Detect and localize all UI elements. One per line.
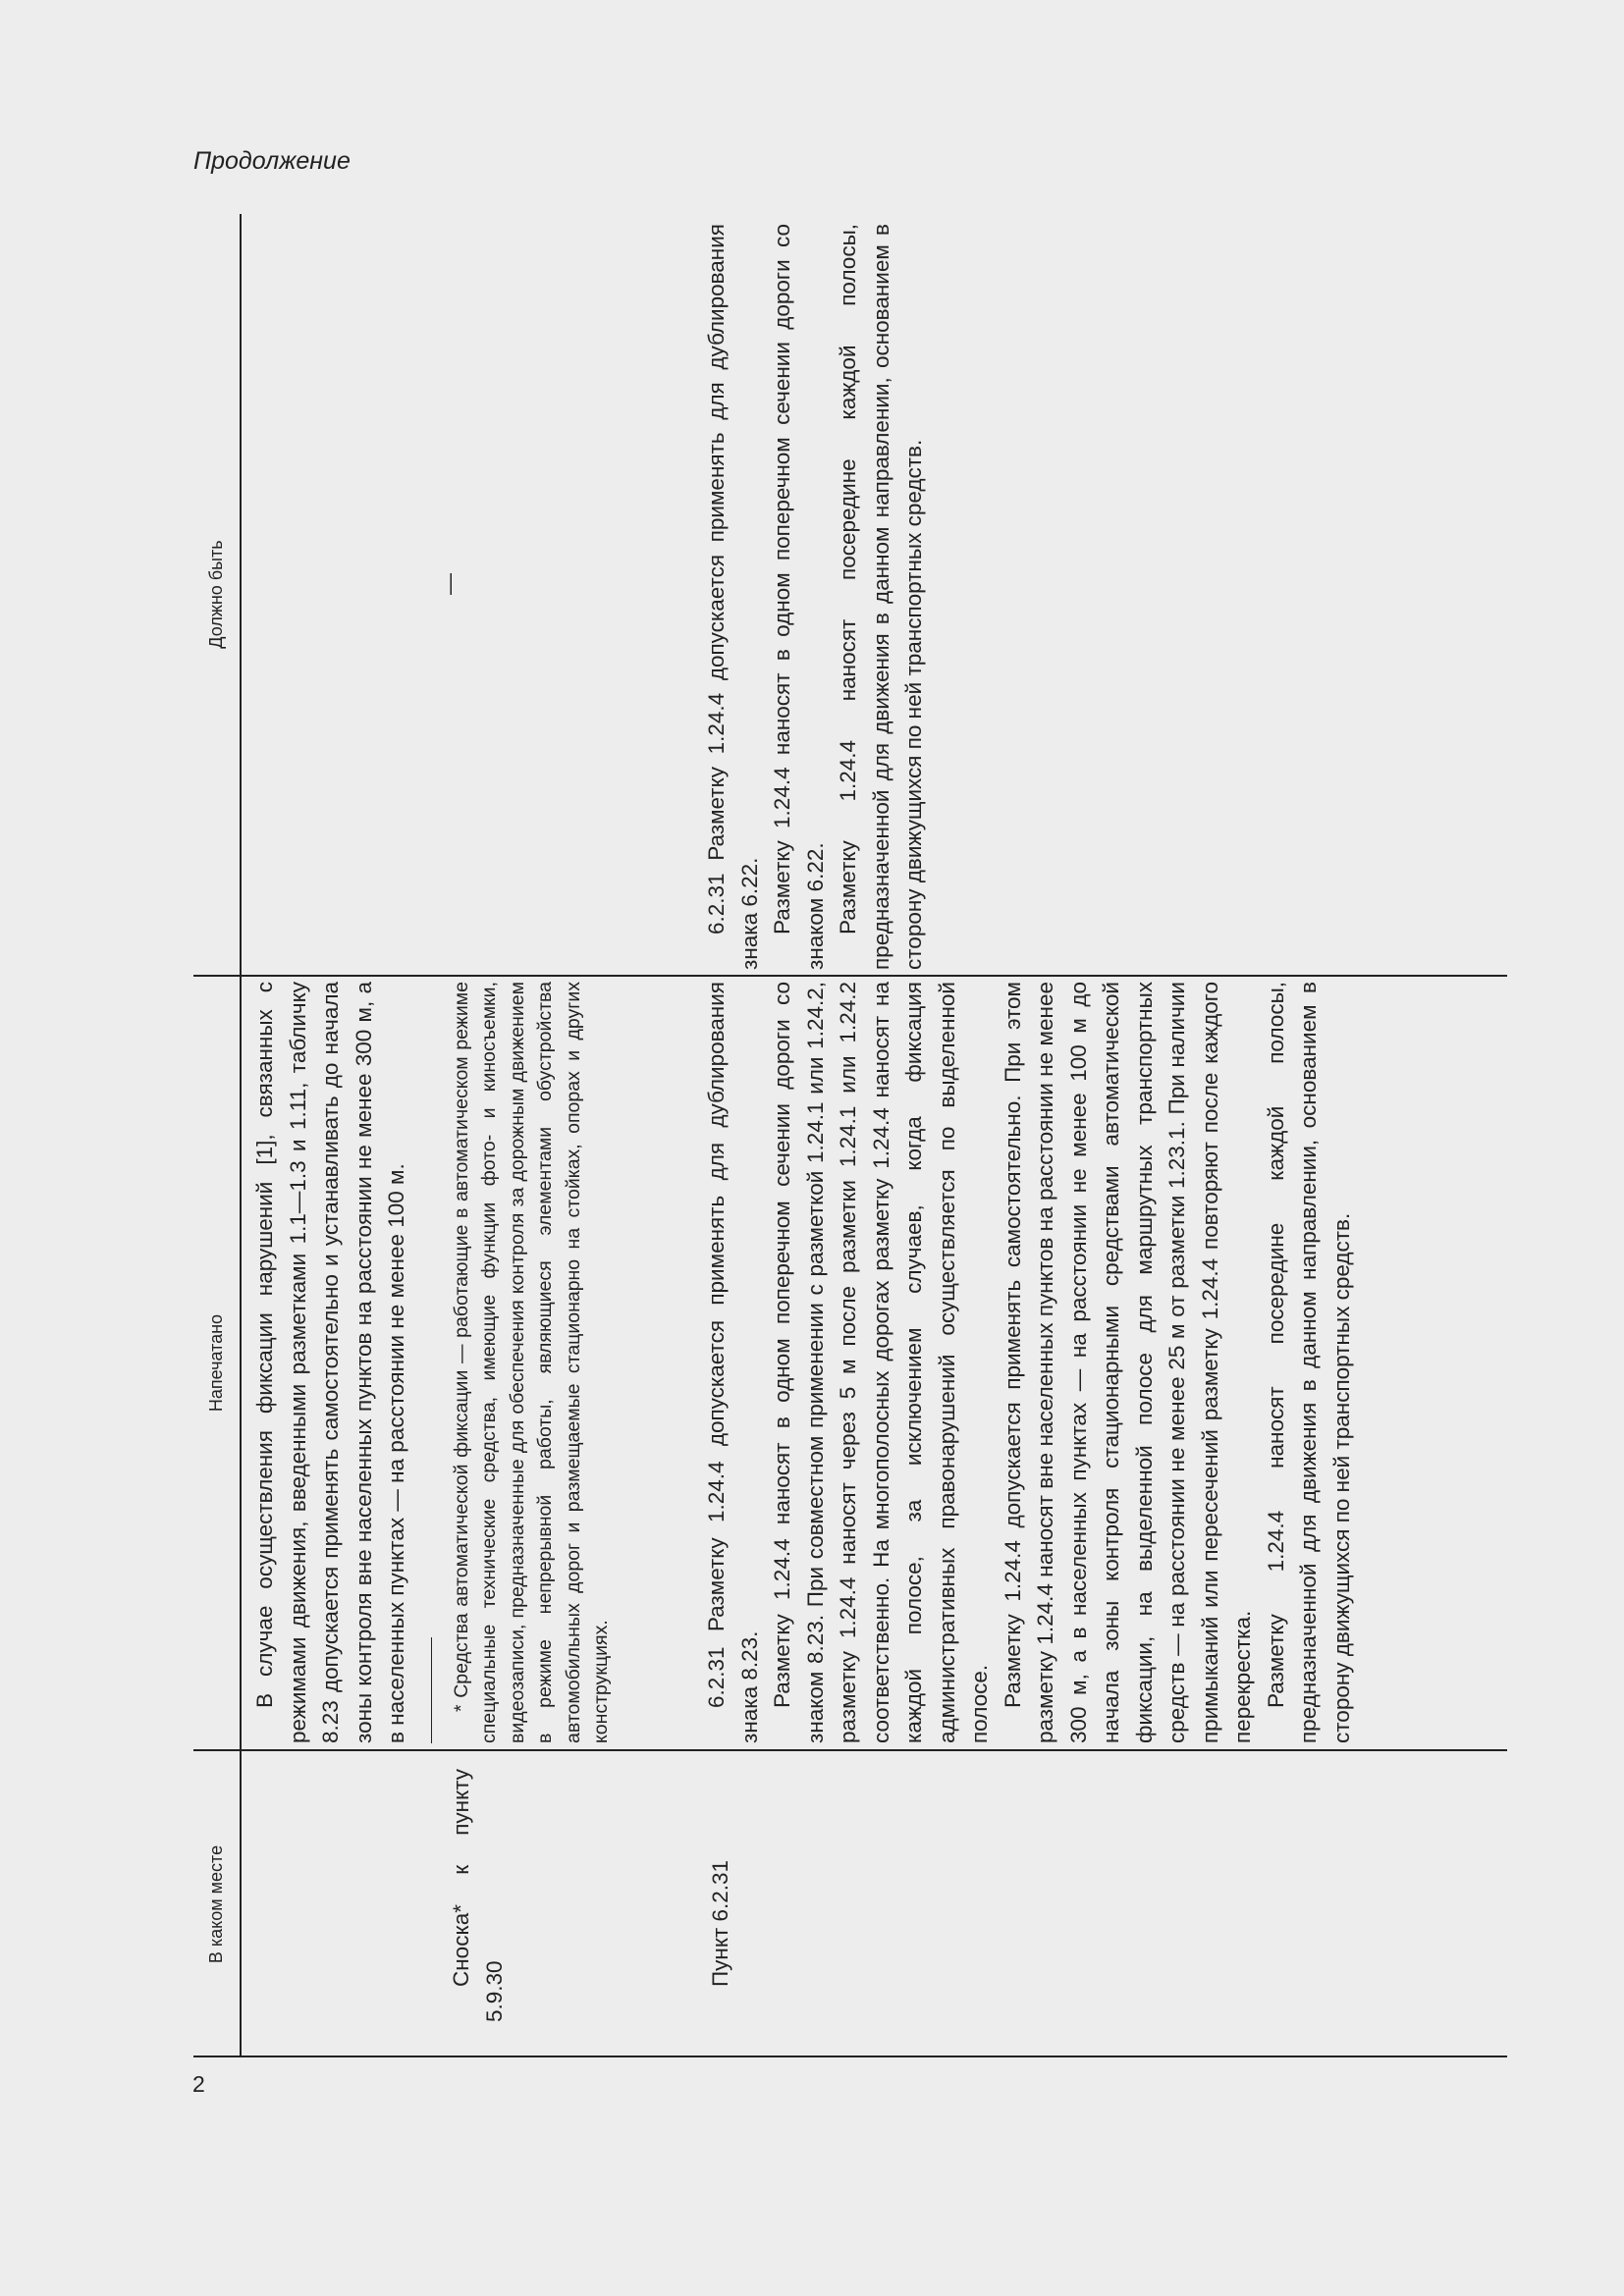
table-rule-left <box>193 2056 1507 2057</box>
rotated-correction-table <box>193 214 1507 2057</box>
row1-footnote-text: * Средства автоматической фиксации — работающие в автоматическом режиме специальные технические средства, имеющие функции фото- и киносъемки, видеозаписи, предназначенные для обеспечения контроля за дорожным движением в режиме непрерывной работы, являющиеся элементами обустройства автомобильных дорог и размещаемые стационарно на стойках, опорах и других конструкциях. <box>450 982 612 1743</box>
row2-should-be-para-2: Разметку 1.24.4 наносят в одном поперечном сечении дороги со знаком 6.22. <box>770 224 828 970</box>
row2-where-text: Пункт 6.2.31 <box>708 1859 732 1987</box>
row1-should-be-dash: — <box>437 573 461 595</box>
row2-should-be-para-1: 6.2.31 Разметку 1.24.4 допускается применять для дублирования знака 6.22. <box>704 224 762 970</box>
row1-printed <box>248 982 616 1743</box>
table-rule-1 <box>193 1749 1507 1751</box>
row1-printed-para: В случае осуществления фиксации нарушений [1], связанных с режимами движения, введенными разметками 1.1—1.3 и 1.11, табличку 8.23 допускается применять самостоятельно и устанавливать до начала зоны контроля вне населенных пунктов на расстоянии не менее 300 м, а в населенных пунктах — на расстоянии не менее 100 м. <box>252 982 408 1743</box>
row2-should-be <box>700 224 931 970</box>
table-rule-header <box>240 214 242 2057</box>
row2-printed-para-1: 6.2.31 Разметку 1.24.4 допускается применять для дублирования знака 8.23. <box>704 982 762 1743</box>
header-where: В каком месте <box>206 1844 226 1964</box>
header-should-be: Должно быть <box>206 540 226 649</box>
row1-where <box>445 1769 511 2022</box>
continuation-label: Продолжение <box>193 147 351 175</box>
row2-printed-para-3: Разметку 1.24.4 допускается применять самостоятельно. При этом разметку 1.24.4 наносят вне населенных пунктов на расстоянии не менее 300 м, а в населенных пунктах — на расстоянии не менее 100 м до начала зоны контроля стационарными средствами автоматической фиксации, на выделенной полосе для маршрутных транспортных средств — на расстоянии не менее 25 м от разметки 1.23.1. При наличии примыканий или пересечений разметку 1.24.4 повторяют после каждого перекрестка. <box>1000 982 1255 1743</box>
row2-printed-para-2: Разметку 1.24.4 наносят в одном поперечном сечении дороги со знаком 8.23. При совместном применении с разметкой 1.24.1 или 1.24.2, разметку 1.24.4 наносят через 5 м после разметки 1.24.1 или 1.24.2 соответственно. На многополосных дорогах разметку 1.24.4 наносят на каждой полосе, за исключением случаев, когда фиксация административных правонарушений осуществляется по выделенной полосе. <box>770 982 992 1743</box>
footnote-rule <box>431 1637 432 1743</box>
row2-printed-para-4: Разметку 1.24.4 наносят посередине каждой полосы, предназначенной для движения в данном направлении, основанием в сторону движущихся по ней транспортных средств. <box>1263 982 1354 1743</box>
row2-where <box>704 1757 737 2022</box>
table-rule-2 <box>193 975 1507 977</box>
row1-where-text: Сноска* к пункту 5.9.30 <box>449 1769 507 2022</box>
row2-should-be-para-3: Разметку 1.24.4 наносят посередине каждой полосы, предназначенной для движения в данном направлении, основанием в сторону движущихся по ней транспортных средств. <box>836 224 926 970</box>
row1-footnote <box>448 982 616 1743</box>
row2-printed <box>700 982 1358 1743</box>
page-number: 2 <box>192 2071 205 2097</box>
header-printed: Напечатано <box>206 1313 226 1413</box>
